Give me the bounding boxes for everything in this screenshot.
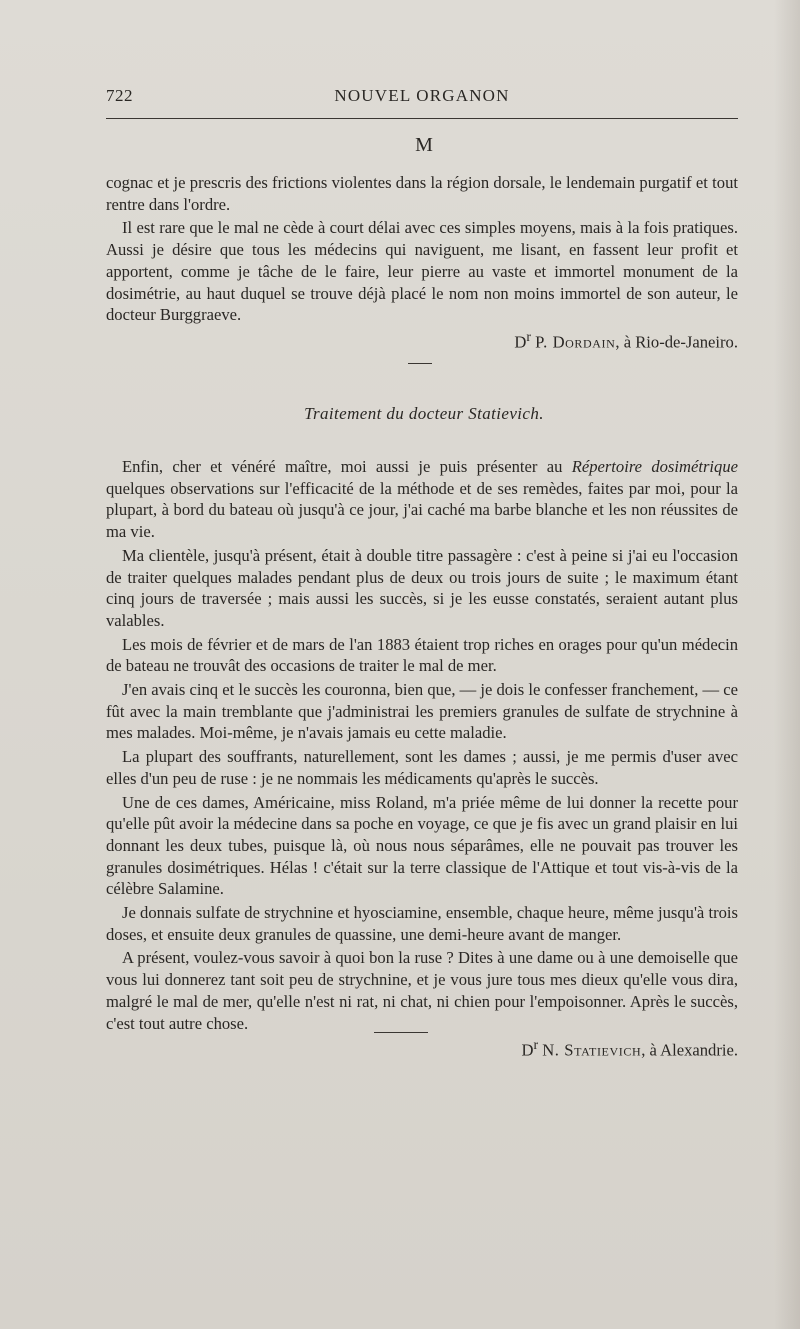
signature-title-sup: r [526, 328, 531, 344]
paragraph: J'en avais cinq et le succès les couronna, bien que, — je dois le confesser franchement, — ce fût avec la main tremblante que j'administrai les premiers granules de sulfate de strychnine à mes malades. Moi-même, je n'avais jamais eu cette maladie. [106, 680, 738, 743]
page-edge-shadow [774, 0, 800, 1329]
paragraph-text: Enfin, cher et vénéré maître, moi aussi je puis présenter au [122, 457, 572, 476]
signature-title: D [514, 332, 527, 352]
article-title: Traitement du docteur Statievich. [304, 404, 544, 423]
signature [106, 1034, 738, 1061]
signature-name: N. Statievich [542, 1040, 642, 1060]
end-rule [374, 1032, 428, 1033]
section-separator [408, 363, 432, 364]
signature-title-sup: r [533, 1037, 539, 1053]
signature-title: D [521, 1040, 534, 1060]
paragraph: La plupart des souffrants, naturellement, sont les dames ; aussi, je me permis d'user avec elles d'un peu de ruse : je ne nommais les médicaments qu'après le succès. [106, 747, 738, 788]
paragraph: Les mois de février et de mars de l'an 1883 étaient trop riches en orages pour qu'un médecin de bateau ne trouvât des occasions de traiter le mal de mer. [106, 634, 738, 676]
paragraph: Il est rare que le mal ne cède à court délai avec ces simples moyens, mais à la fois pratiques. Aussi je désire que tous les médecins qui naviguent, me lisant, en fassent leur profit et apportent, comme je tâche de le faire, leur pierre au vaste et immortel monument de la dosimétrie, au haut duquel se trouve déjà placé le nom non moins immortel de son auteur, le docteur Burggraeve. [106, 218, 738, 325]
header-rule [106, 118, 738, 119]
paragraph-text: quelques observations sur l'efficacité de la méthode et de ses remèdes, faites par moi, pour la plupart, à bord du bateau où jusqu'à ce jour, j'ai caché ma barbe blanche et les non réussites de ma vie. [106, 478, 738, 542]
paragraph: Ma clientèle, jusqu'à présent, était à double titre passagère : c'est à peine si j'ai eu l'occasion de traiter quelques malades pendant plus de deux ou trois jours de suite ; le maximum étant cinq jours de traversée ; mais aussi les succès, si je les eusse constatés, seraient autant plus valables. [106, 545, 738, 630]
signature-name: P. Dordain [535, 332, 616, 352]
paragraph: Je donnais sulfate de strychnine et hyosciamine, ensemble, chaque heure, même jusqu'à trois doses, et ensuite deux granules de quassine, une demi-heure avant de manger. [106, 903, 738, 944]
journal-title: Répertoire dosimétrique [571, 457, 738, 476]
paragraph: cognac et je prescris des frictions violentes dans la région dorsale, le lendemain purgatif et tout rentre dans l'ordre. [106, 173, 738, 214]
paragraph: Une de ces dames, Américaine, miss Roland, m'a priée même de lui donner la recette pour qu'elle pût avoir la médecine dans sa poche en voyage, ce que je fis avec un grand plaisir en lui donnant les deux tubes, puisque là, où nous nous séparâmes, elle ne pouvait pas trouver les granules dosimétriques. Hélas ! c'était sur la terre classique de l'Attique et tout vis-à-vis de la célèbre Salamine. [106, 792, 738, 899]
paragraph: A présent, voulez-vous savoir à quoi bon la ruse ? Dites à une dame ou à une demoiselle que vous lui donnerez tant soit peu de strychnine, et je vous jure tous mes dieux qu'elle vous dira, malgré le mal de mer, qu'elle n'est ni rat, ni chat, ni chien pour l'empoisonner. Après le succès, c'est tout autre chose. [106, 948, 738, 1033]
article-body [106, 456, 738, 1062]
running-title: NOUVEL ORGANON [334, 86, 510, 105]
paragraph [106, 456, 738, 543]
signature [106, 326, 738, 353]
page-number: 722 [106, 86, 133, 105]
signature-place: , à Rio-de-Janeiro. [615, 332, 738, 352]
section-letter: M [415, 134, 433, 156]
running-header [106, 86, 738, 110]
continued-article [106, 172, 738, 353]
signature-place: , à Alexandrie. [641, 1040, 738, 1060]
